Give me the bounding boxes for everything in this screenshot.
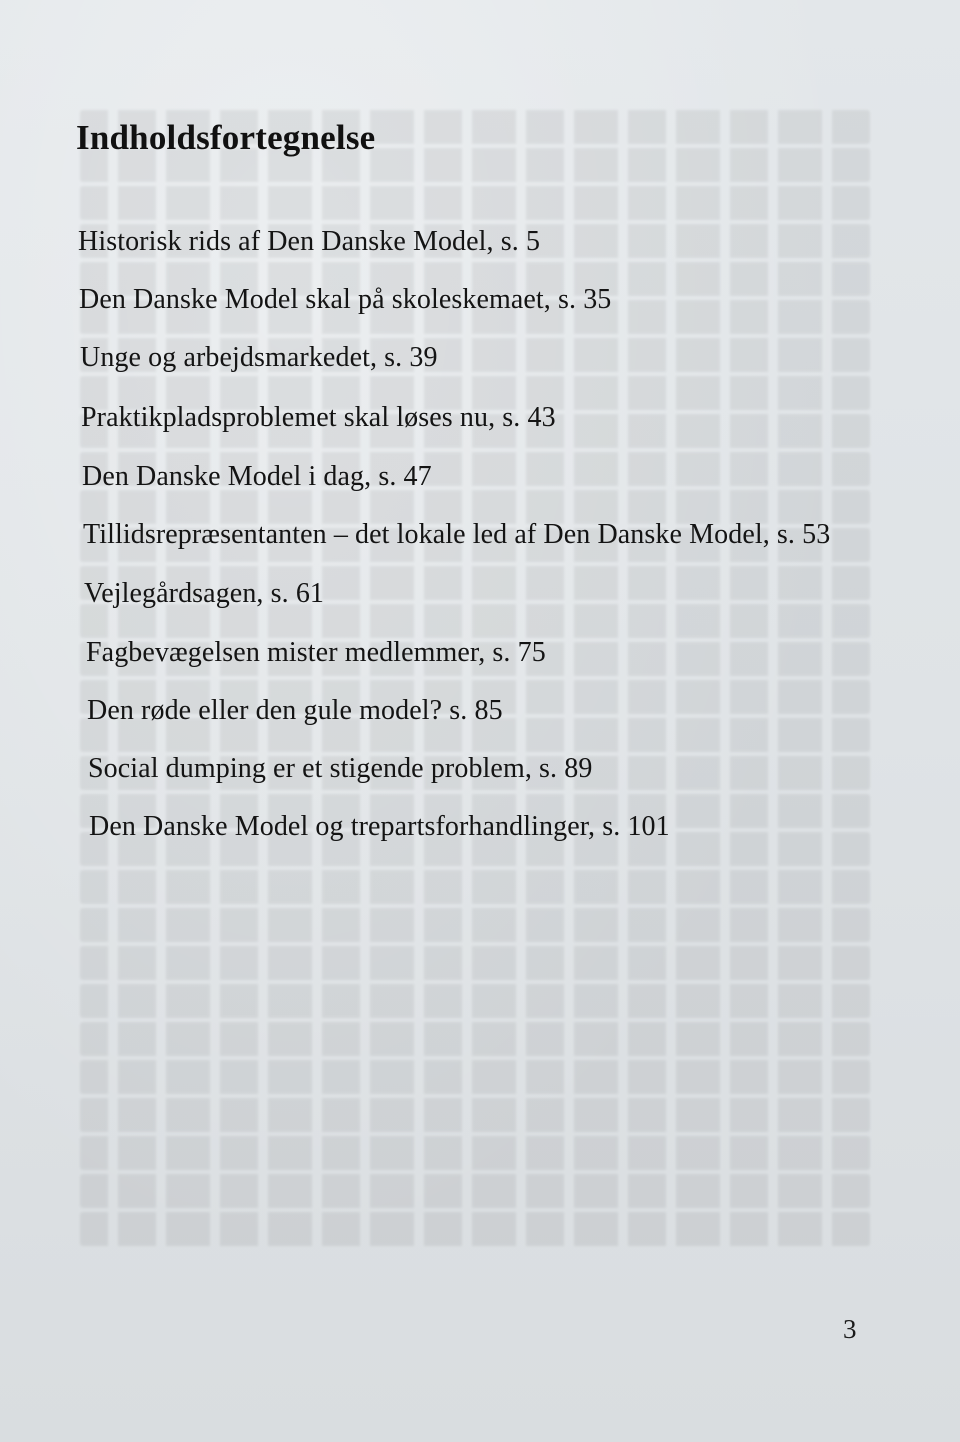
toc-entry: Vejlegårdsagen, s. 61 [84, 578, 325, 609]
toc-entry: Social dumping er et stigende problem, s. 89 [88, 753, 593, 784]
toc-entry: Den Danske Model skal på skoleskemaet, s. 35 [79, 284, 612, 315]
toc-entry: Historisk rids af Den Danske Model, s. 5 [78, 226, 541, 257]
toc-entry: Den Danske Model i dag, s. 47 [82, 461, 432, 492]
toc-entry: Den Danske Model og trepartsforhandlinger, s. 101 [89, 811, 670, 842]
toc-entry: Unge og arbejdsmarkedet, s. 39 [80, 342, 438, 373]
page-number: 3 [843, 1314, 857, 1344]
toc-entry: Fagbevægelsen mister medlemmer, s. 75 [86, 637, 546, 668]
toc-entry: Den røde eller den gule model? s. 85 [87, 695, 503, 726]
toc-entry: Praktikpladsproblemet skal løses nu, s. 43 [81, 402, 556, 433]
toc-title: Indholdsfortegnelse [76, 118, 376, 157]
toc-entry: Tillidsrepræsentanten – det lokale led af Den Danske Model, s. 53 [83, 519, 831, 550]
